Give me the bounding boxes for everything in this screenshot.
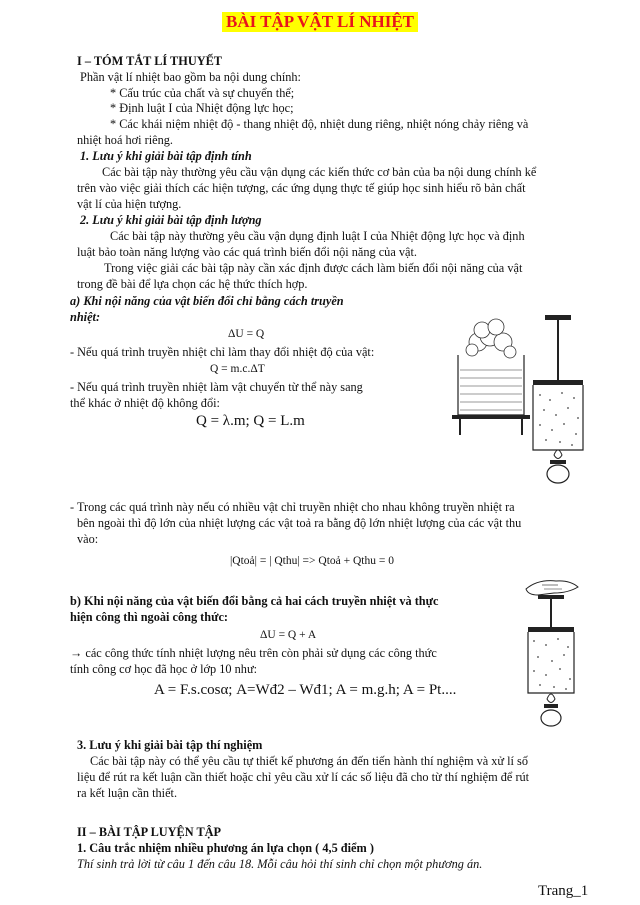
para1-line1: Các bài tập này thường yêu cầu vận dụng các kiến thức cơ bản của ba nội dung chính kể xyxy=(102,165,537,179)
para3-line1: Trong việc giải các bài tập này cần xác định được cách làm biến đổi nội năng của vật xyxy=(104,261,523,275)
intro-text: Phần vật lí nhiệt bao gồm ba nội dung chính: xyxy=(80,70,301,84)
para4-line1: Các bài tập này có thể yêu cầu tự thiết kế phương án đến tiến hành thí nghiệm và xử lí số xyxy=(90,754,528,768)
b-line1-part1: → các công thức tính nhiệt lượng nêu trên còn phải sử dụng các công thức xyxy=(70,646,437,660)
para2-line2: luật bảo toàn năng lượng vào các quá trình biến đổi nội năng của vật. xyxy=(77,245,417,259)
b-line1-part2: tính công cơ học đã học ở lớp 10 như: xyxy=(70,662,258,676)
bullet-3-line1: * Các khái niệm nhiệt độ - thang nhiệt độ, nhiệt dung riêng, nhiệt nóng chảy riêng và xyxy=(110,117,529,131)
equation-q-mct: Q = m.c.ΔT xyxy=(210,363,265,375)
heading-a-line2: nhiệt: xyxy=(70,310,101,324)
para2-line1: Các bài tập này thường yêu cầu vận dụng định luật I của Nhiệt động lực học và định xyxy=(110,229,525,243)
heading-2: 2. Lưu ý khi giải bài tập định lượng xyxy=(80,213,262,227)
page-title: BÀI TẬP VẬT LÍ NHIỆT xyxy=(222,12,418,32)
section2-heading: II – BÀI TẬP LUYỆN TẬP xyxy=(77,825,222,839)
para3-line2: trong đề bài để lựa chọn các hệ thức thích hợp. xyxy=(77,277,308,291)
beaker-on-stand-and-piston-heated-by-burner-icon xyxy=(430,300,600,490)
question-heading: 1. Câu trắc nhiệm nhiều phương án lựa chọn ( 4,5 điểm ) xyxy=(77,841,374,855)
page-number: Trang_1 xyxy=(538,883,589,899)
equation-work: A = F.s.cosα; A=Wđ2 – Wđ1; A = m.g.h; A = Pt.... xyxy=(154,682,457,698)
heading-a-line1: a) Khi nội năng của vật biến đổi chỉ bằng cách truyền xyxy=(70,294,344,308)
title-container xyxy=(0,12,640,32)
a-line3-part1: - Trong các quá trình này nếu có nhiều vật chỉ truyền nhiệt cho nhau không truyền nhiệt ra xyxy=(70,500,515,514)
a-line3-part3: vào: xyxy=(77,532,99,546)
a-line3-part2: bên ngoài thì độ lớn của nhiệt lượng các vật toả ra bằng độ lớn nhiệt lượng của các vật thu xyxy=(77,516,522,530)
equation-du-q: ΔU = Q xyxy=(228,328,265,340)
bullet-1: * Cấu trúc của chất và sự chuyển thể; xyxy=(110,86,295,100)
para1-line3: vật lí của hiện tượng. xyxy=(77,197,182,211)
para4-line3: ra kết luận cần thiết. xyxy=(77,786,178,800)
question-note: Thí sinh trả lời từ câu 1 đến câu 18. Mỗi câu hỏi thí sinh chỉ chọn một phương án. xyxy=(77,857,483,871)
section1-heading: I – TÓM TẮT LÍ THUYẾT xyxy=(77,54,222,68)
para4-line2: liệu để rút ra kết luận cần thiết hoặc chỉ yêu cầu xử lí các số liệu đã cho từ thí nghiệm để rút xyxy=(77,770,530,784)
heading-3: 3. Lưu ý khi giải bài tập thí nghiệm xyxy=(77,738,263,752)
equation-du-q-a: ΔU = Q + A xyxy=(260,629,317,641)
a-line1: - Nếu quá trình truyền nhiệt chỉ làm thay đổi nhiệt độ của vật: xyxy=(70,345,375,359)
heading-b-line1: b) Khi nội năng của vật biến đổi bằng cả hai cách truyền nhiệt và thực xyxy=(70,594,439,608)
piston-pressed-by-hand-heated-by-burner-icon xyxy=(518,575,588,735)
a-line2-part1: - Nếu quá trình truyền nhiệt làm vật chuyển từ thể này sang xyxy=(70,380,363,394)
heading-b-line2: hiện công thì ngoài công thức: xyxy=(70,610,229,624)
heading-1: 1. Lưu ý khi giải bài tập định tính xyxy=(80,149,252,163)
bullet-2: * Định luật I của Nhiệt động lực học; xyxy=(110,101,294,115)
equation-q-lambda: Q = λ.m; Q = L.m xyxy=(196,413,305,429)
para1-line2: trên vào việc giải thích các hiện tượng, các ứng dụng thực tế giúp học sinh hiểu rõ bản chất xyxy=(77,181,526,195)
bullet-3-line2: nhiệt hoá hơi riêng. xyxy=(77,133,173,147)
equation-heat-balance: |Qtoả| = | Qthu| => Qtoả + Qthu = 0 xyxy=(230,555,394,567)
a-line2-part2: thể khác ở nhiệt độ không đổi: xyxy=(70,396,220,410)
